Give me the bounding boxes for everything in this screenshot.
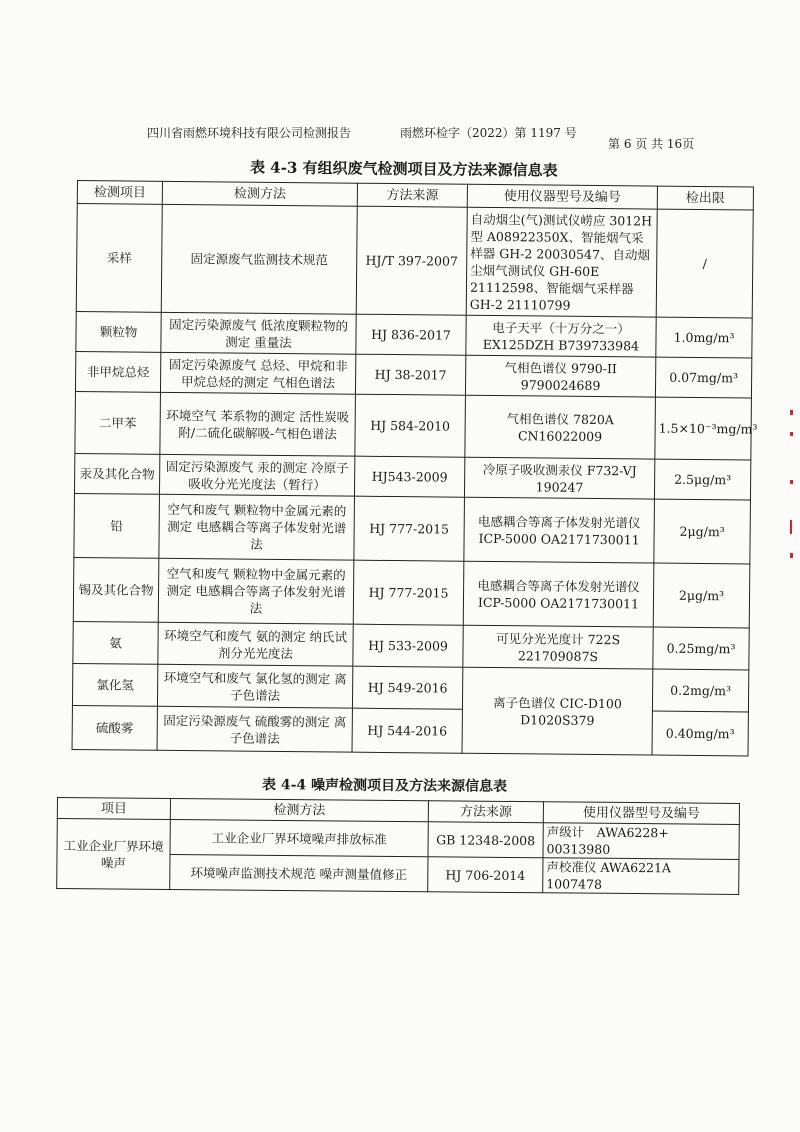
table-row — [75, 351, 751, 397]
col-header: 检出限 — [657, 186, 753, 210]
cell-item: 硫酸雾 — [72, 705, 157, 750]
seal-edge-mark — [790, 553, 793, 558]
cell-instrument: 气相色谱仪 7820A CN16022009 — [465, 395, 656, 459]
cell-instrument: 声级计 AWA6228+ 00313980 — [543, 823, 739, 860]
seal-edge-mark — [790, 520, 792, 534]
cell-limit: / — [656, 209, 753, 318]
page-info: 第 6 页 共 16页 — [608, 137, 695, 151]
col-header: 检测项目 — [77, 181, 162, 205]
cell-source: HJ 584-2010 — [355, 394, 466, 457]
cell-instrument: 声校准仪 AWA6221A 1007478 — [543, 858, 739, 895]
col-header: 检测方法 — [162, 181, 357, 206]
cell-instrument: 自动烟尘(气)测试仪崂应 3012H型 A08922350X、智能烟气采样器 GH-2 20030547、自动烟尘烟气测试仪 GH-60E 21112598、智能烟气采样器 GH-2 21110799 — [466, 207, 657, 317]
cell-instrument: 电感耦合等离子体发射光谱仪 ICP-5000 OA2171730011 — [464, 497, 655, 563]
col-header: 使用仪器型号及编号 — [543, 802, 739, 825]
company-name: 四川省雨燃环境科技有限公司检测报告 — [147, 126, 352, 140]
cell-method: 空气和废气 颗粒物中金属元素的测定 电感耦合等离子体发射光谱法 — [159, 494, 355, 560]
cell-item: 汞及其化合物 — [74, 453, 159, 494]
cell-limit: 0.25mg/m³ — [653, 627, 749, 670]
cell-limit: 2μg/m³ — [654, 499, 751, 564]
col-header: 方法来源 — [357, 183, 467, 207]
table-row — [75, 391, 752, 459]
cell-item: 氨 — [73, 621, 158, 664]
cell-instrument: 冷原子吸收测汞仪 F732-VJ 190247 — [464, 457, 654, 499]
table-row — [76, 311, 752, 357]
table-row — [74, 493, 751, 563]
col-header: 项目 — [57, 798, 170, 820]
cell-instrument: 可见分光光度计 722S 221709087S — [463, 625, 653, 669]
cell-instrument: 气相色谱仪 9790-II 9790024689 — [465, 355, 655, 397]
cell-source: HJ 777-2015 — [353, 560, 464, 625]
table-row — [76, 204, 753, 318]
cell-source: HJ 544-2016 — [352, 708, 462, 753]
col-header: 检测方法 — [170, 798, 428, 821]
cell-limit: 2.5μg/m³ — [654, 459, 750, 500]
cell-item: 颗粒物 — [76, 311, 161, 352]
cell-item: 铅 — [74, 493, 160, 558]
seal-edge-mark — [790, 410, 793, 415]
table-4-4-caption: 表 4-4 噪声检测项目及方法来源信息表 — [261, 777, 508, 795]
cell-method: 固定污染源废气 汞的测定 冷原子吸收分光光度法（暂行） — [159, 454, 354, 496]
cell-method: 固定污染源废气 低浓度颗粒物的测定 重量法 — [161, 312, 356, 354]
cell-limit: 2μg/m³ — [653, 563, 750, 628]
cell-item: 非甲烷总烃 — [75, 351, 160, 392]
cell-limit: 0.2mg/m³ — [652, 669, 748, 712]
cell-source: HJ/T 397-2007 — [356, 206, 467, 315]
table-row — [74, 453, 750, 499]
cell-source: HJ 38-2017 — [355, 354, 465, 395]
report-number: 雨燃环检字（2022）第 1197 号 — [400, 126, 577, 140]
cell-method: 环境空气 苯系物的测定 活性炭吸附/二硫化碳解吸-气相色谱法 — [160, 392, 356, 456]
cell-source: HJ543-2009 — [354, 456, 464, 497]
cell-limit: 0.40mg/m³ — [652, 711, 748, 756]
cell-source: HJ 777-2015 — [354, 496, 465, 561]
cell-method: 环境空气和废气 氨的测定 纳氏试剂分光光度法 — [158, 622, 353, 666]
cell-method: 固定污染源废气 总烃、甲烷和非甲烷总烃的测定 气相色谱法 — [160, 352, 355, 394]
cell-instrument: 电感耦合等离子体发射光谱仪 ICP-5000 OA2171730011 — [463, 561, 654, 627]
cell-method: 环境噪声监测技术规范 噪声测量值修正 — [170, 854, 428, 891]
table-row — [73, 621, 749, 669]
cell-instrument: 电子天平（十万分之一）EX125DZH B739733984 — [466, 315, 656, 357]
cell-item: 工业企业厂界环境噪声 — [57, 819, 171, 890]
cell-source: GB 12348-2008 — [428, 822, 543, 858]
cell-method: 工业企业厂界环境噪声排放标准 — [170, 819, 428, 856]
table-4-4 — [56, 797, 740, 895]
cell-item: 锡及其化合物 — [73, 557, 159, 622]
table-4-3-caption: 表 4-3 有组织废气检测项目及方法来源信息表 — [249, 158, 558, 180]
cell-item: 二甲苯 — [75, 391, 161, 454]
cell-instrument: 离子色谱仪 CIC-D100 D1020S379 — [462, 667, 653, 755]
table-row — [57, 819, 739, 860]
table-row — [72, 663, 748, 711]
cell-method: 固定源废气监测技术规范 — [161, 204, 357, 314]
seal-edge-mark — [790, 480, 793, 484]
cell-item: 氯化氢 — [72, 663, 157, 706]
cell-limit: 0.07mg/m³ — [655, 357, 751, 398]
cell-limit: 1.5×10⁻³mg/m³ — [655, 397, 752, 460]
table-row — [73, 557, 750, 627]
cell-source: HJ 706-2014 — [428, 857, 543, 893]
col-header: 使用仪器型号及编号 — [467, 184, 657, 209]
cell-source: HJ 836-2017 — [356, 314, 466, 355]
table-4-3 — [72, 180, 758, 756]
col-header: 方法来源 — [428, 801, 543, 823]
cell-method: 固定污染源废气 硫酸雾的测定 离子色谱法 — [157, 706, 352, 752]
cell-source: HJ 549-2016 — [352, 666, 462, 709]
cell-item: 采样 — [76, 204, 162, 313]
cell-source: HJ 533-2009 — [353, 624, 463, 667]
cell-method: 环境空气和废气 氯化氢的测定 离子色谱法 — [157, 664, 352, 708]
seal-edge-mark — [790, 432, 793, 436]
cell-method: 空气和废气 颗粒物中金属元素的测定 电感耦合等离子体发射光谱法 — [158, 558, 354, 624]
cell-limit: 1.0mg/m³ — [656, 317, 752, 358]
